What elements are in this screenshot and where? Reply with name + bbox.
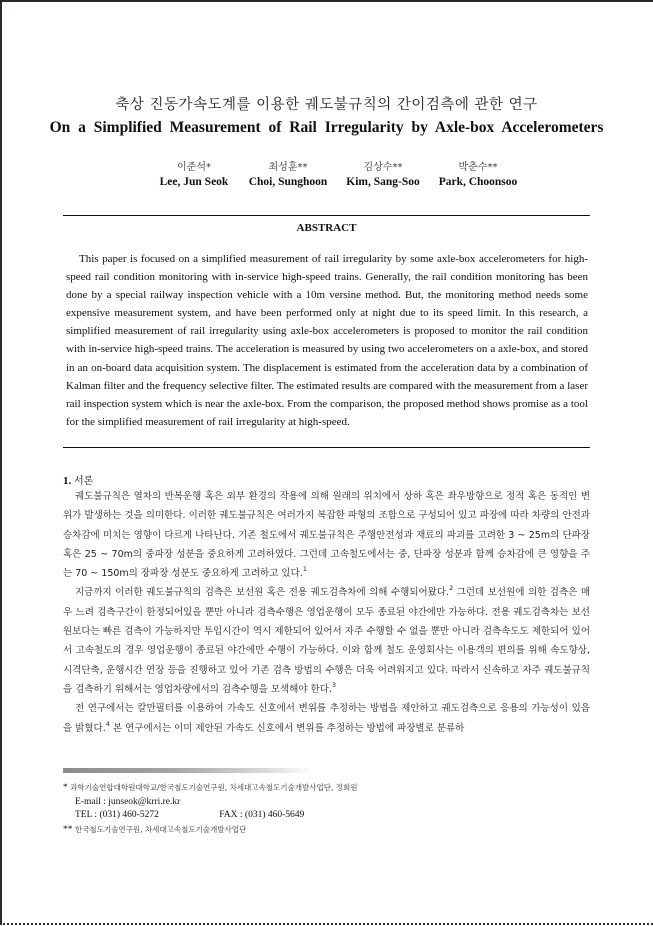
affiliation-text: 한국철도기술연구원, 차세대고속철도기술개발사업단 — [74, 824, 247, 834]
footnote-marker: ** — [63, 824, 73, 835]
citation-ref: 4 — [105, 719, 110, 728]
author-name-english: Park, Choonsoo — [438, 176, 518, 188]
author — [338, 158, 428, 188]
footnotes — [63, 781, 563, 837]
abstract-heading: ABSTRACT — [296, 222, 357, 234]
footnote-separator — [63, 768, 313, 773]
paragraph — [63, 699, 590, 738]
citation-ref: 1 — [302, 565, 307, 574]
abstract-top-rule — [63, 215, 590, 216]
section-title: 서론 — [74, 476, 94, 487]
section-number: 1. — [63, 475, 72, 487]
footnote-phone — [63, 809, 563, 823]
abstract-text: This paper is focused on a simplified measurement of rail irregularity by some axle-box accelerometers for high-speed rail condition monitoring with in-service high-speed trains. Generally, the rail condition monitoring has been done by a special railway inspection vehicle with a 10m versine method. But, the monitoring method needs some expensive measurement system, and have been performed only at night due to its speed limit. In this research, a simplified measurement of rail irregularity using axle-box accelerometers is proposed to monitor the rail condition with in-service high-speed trains. The acceleration is measured by using two accelerometers on a axle-box, and stored in an on-board data acquisition system. The displacement is estimated from the acceleration data by a combination of Kalman filter and the frequency selective filter. The estimated results are compared with the measurement from a laser rail inspection system which is near the axle-box. From the comparison, the proposed method shows promise as a tool for the simplified measurement of rail irregularity at high-speed. — [66, 253, 588, 428]
paragraph-text: 지금까지 이러한 궤도불규칙의 검측은 보선원 혹은 전용 궤도검측차에 의해 수행되어왔다. — [75, 587, 450, 599]
affiliation-text: 과학기술연합대학원대학교/한국철도기술연구원, 차세대고속철도기술개발사업단, 정회원 — [70, 783, 358, 792]
footnote-affiliation-1 — [63, 781, 563, 796]
author — [150, 158, 238, 188]
author-name-korean: 박춘수** — [458, 162, 498, 173]
fax-label: FAX : — [219, 810, 243, 820]
page-bottom-border — [0, 923, 653, 925]
citation-ref: 2 — [449, 584, 454, 593]
title-english: On a Simplified Measurement of Rail Irregularity by Axle-box Accelerometers — [49, 119, 604, 136]
paragraph-text: 궤도불규칙은 열차의 반복운행 혹은 외부 환경의 작용에 의해 원래의 위치에서 상하 혹은 좌우방향으로 정적 혹은 동적인 변위가 발생하는 것을 의미한다. 이러한 궤도불규칙은 여러가지 복잡한 파형의 조합으로 구성되어 있고 파장에 따라 차량의 안전과 승차감에 미치는 영향이 다르게 나타난다. 기존 철도에서 궤도불규칙은 주행안전성과 재료의 파괴를 고려한 3 ~ 25m의 단파장 혹은 25 ~ 70m의 중파장 성분을 중요하게 고려하였다. 그런데 고속철도에서는 중, 단파장 성분과 함께 승차감에 큰 영향을 주는 70 ~ 150m의 장파장 성분도 중요하게 고려하고 있다. — [63, 491, 590, 580]
tel-label: TEL : — [75, 810, 98, 820]
author-name-english: Kim, Sang-Soo — [346, 176, 420, 188]
fax-number: (031) 460-5649 — [244, 810, 305, 820]
footnote-affiliation-2 — [63, 823, 563, 838]
section-body — [63, 487, 590, 738]
author-name-korean: 최성훈** — [268, 162, 308, 173]
author — [428, 158, 528, 188]
author-name-english: Lee, Jun Seok — [159, 176, 229, 188]
email-link[interactable]: junseok@krri.re.kr — [108, 796, 181, 807]
paragraph — [63, 487, 590, 583]
tel-number: (031) 460-5272 — [99, 810, 159, 820]
paragraph-text: 그런데 보선원에 의한 검측은 매우 느려 검측구간이 한정되어있을 뿐만 아니라 검측수행은 영업운행이 모두 종료된 야간에만 가능하다. 전용 궤도검측차는 보선원보다는 빠른 검측이 가능하지만 투입시간이 역시 제한되어 있어서 자주 수행할 수 없을 뿐만 아니라 검측속도도 제한되어 있어서 고속철도의 경우 영업운행이 종료된 야간에만 수행이 가능하다. 이와 함께 철도 운영회사는 이용객의 편의를 위해 속도향상, 시격단축, 운행시간 연장 등을 진행하고 있어 기존 검측 방법의 수행은 더욱 어려워지고 있다. 따라서 신속하고 자주 궤도불규칙을 검측하기 위해서는 영업차량에서의 검측수행을 모색해야 한다. — [63, 587, 590, 695]
author-name-korean: 김상수** — [363, 162, 403, 173]
author-name-english: Choi, Sunghoon — [248, 176, 328, 188]
paragraph — [63, 583, 590, 699]
email-label: E-mail : — [75, 796, 106, 807]
fax-block — [219, 809, 304, 823]
section-heading — [63, 472, 93, 487]
footnote-email — [63, 796, 563, 810]
paragraph-text: 본 연구에서는 이미 제안된 가속도 신호에서 변위를 추정하는 방법에 파장별로 분류하 — [109, 722, 465, 734]
author — [238, 158, 338, 188]
footnote-marker: * — [63, 783, 68, 793]
citation-ref: 3 — [331, 680, 337, 689]
author-name-korean: 이준석* — [177, 162, 211, 173]
author-list — [150, 158, 530, 188]
title-korean: 축상 진동가속도계를 이용한 궤도불규칙의 간이검측에 관한 연구 — [115, 97, 538, 113]
abstract-bottom-rule — [63, 447, 590, 448]
paragraph-text: 전 연구에서는 칼만필터를 이용하여 가속도 신호에서 변위를 추정하는 방법을 제안하고 궤도검측으로 응용의 가능성이 있음을 밝혔다. — [63, 703, 590, 734]
